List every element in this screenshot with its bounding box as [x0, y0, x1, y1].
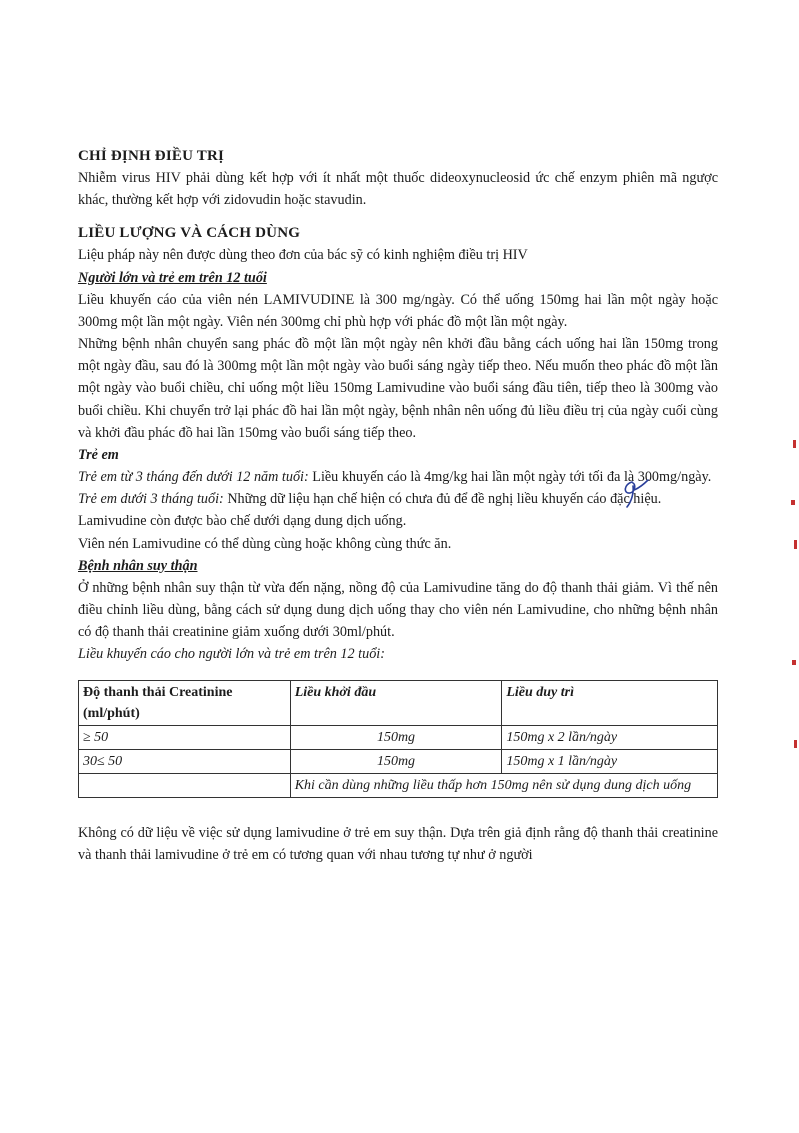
- table-header-row: [79, 680, 718, 725]
- children-dose-text-1: Liều khuyến cáo là 4mg/kg hai lần một ngày tới tối đa là 300mg/ngày.: [308, 469, 712, 486]
- renal-paragraph-2: Liều khuyến cáo cho người lớn và trẻ em trên 12 tuổi:: [78, 646, 385, 663]
- dosage-intro: Liệu pháp này nên được dùng theo đơn của bác sỹ có kinh nghiệm điều trị HIV: [78, 247, 528, 264]
- table-header-initial-dose: Liều khởi đầu: [290, 680, 502, 725]
- adults-heading: Người lớn và trẻ em trên 12 tuổi: [78, 269, 267, 286]
- section-heading-dosage: LIỀU LƯỢNG VÀ CÁCH DÙNG: [78, 225, 301, 242]
- margin-marks-icon: [788, 440, 799, 770]
- table-note: Khi cần dùng những liều thấp hơn 150mg nên sử dụng dung dịch uống: [290, 773, 717, 797]
- table-cell: 150mg: [290, 725, 502, 749]
- adults-paragraph-2: Những bệnh nhân chuyển sang phác đồ một lần một ngày nên khởi đầu bằng cách uống hai lần 150mg trong một ngày đầu, sau đó là 300mg một lần một ngày vào buổi sáng ngày tiếp theo. Nếu muốn theo phác đồ một lần một ngày vào buổi chiều, chỉ uống một liều 150mg Lamivudine vào buổi sáng đầu tiên, tiếp theo là 300mg vào buổi chiều. Khi chuyển trở lại phác đồ hai lần một ngày, bệnh nhân nên uống đủ liều điều trị của ngày cuối cùng và khởi đầu phác đồ hai lần 150mg vào buổi sáng tiếp theo.: [78, 336, 718, 441]
- table-cell-empty: [79, 773, 291, 797]
- table-cell: 150mg x 2 lần/ngày: [502, 725, 718, 749]
- renal-paragraph-1: Ở những bệnh nhân suy thận từ vừa đến nặng, nồng độ của Lamivudine tăng do độ thanh thải giảm. Vì thế nên điều chỉnh liều dùng, bằng cách sử dụng dung dịch uống thay cho viên nén Lamivudine, cho những bệnh nhân có độ thanh thải creatinine giảm xuống dưới 30ml/phút.: [78, 579, 718, 641]
- children-paragraph-4: Viên nén Lamivudine có thể dùng cùng hoặc không cùng thức ăn.: [78, 535, 452, 552]
- table-cell: 150mg x 1 lần/ngày: [502, 749, 718, 773]
- renal-dosage-table: [78, 680, 718, 798]
- children-age-label-2: Trẻ em dưới 3 tháng tuổi:: [78, 491, 224, 508]
- indications-text: Nhiễm virus HIV phải dùng kết hợp với ít nhất một thuốc dideoxynucleosid ức chế enzym phiên mã ngược khác, thường kết hợp với zidovudin hoặc stavudin.: [78, 170, 718, 209]
- children-heading: Trẻ em: [78, 447, 119, 464]
- handwritten-initial-icon: [618, 476, 652, 510]
- table-cell: 30≤ 50: [79, 749, 291, 773]
- table-header-maintenance-dose: Liều duy trì: [502, 680, 718, 725]
- children-paragraph-3: Lamivudine còn được bào chế dưới dạng dung dịch uống.: [78, 513, 407, 530]
- children-dose-text-2: Những dữ liệu hạn chế hiện có chưa đủ để đề nghị liều khuyến cáo đặc hiệu.: [223, 491, 662, 508]
- table-row: [79, 749, 718, 773]
- section-heading-indications: CHỈ ĐỊNH ĐIỀU TRỊ: [78, 148, 225, 164]
- table-row: [79, 725, 718, 749]
- adults-paragraph-1: Liều khuyến cáo của viên nén LAMIVUDINE là 300 mg/ngày. Có thể uống 150mg hai lần một ngày hoặc 300mg một lần một ngày. Viên nén 300mg chỉ phù hợp với phác đồ một lần một ngày.: [78, 291, 718, 330]
- children-age-label-1: Trẻ em từ 3 tháng đến dưới 12 năm tuổi:: [78, 469, 309, 486]
- table-cell: 150mg: [290, 749, 502, 773]
- table-row: [79, 773, 718, 797]
- closing-paragraph: Không có dữ liệu về việc sử dụng lamivudine ở trẻ em suy thận. Dựa trên giả định rằng độ thanh thải creatinine và thanh thải lamivudine ở trẻ em có tương quan với nhau tương tự như ở người: [78, 824, 718, 863]
- renal-heading: Bệnh nhân suy thận: [78, 557, 198, 574]
- table-header-creatinine: Độ thanh thải Creatinine (ml/phút): [79, 680, 291, 725]
- table-cell: ≥ 50: [79, 725, 291, 749]
